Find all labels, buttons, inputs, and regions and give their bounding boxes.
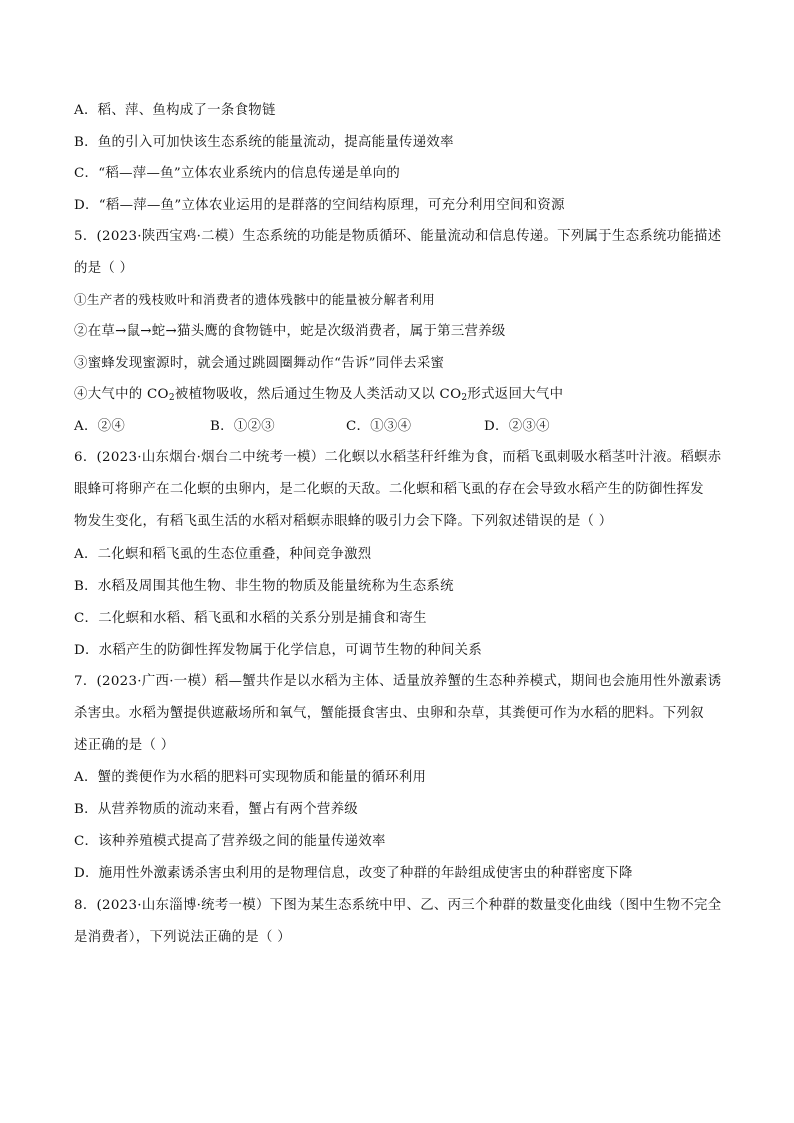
q7-option-a: A．蟹的粪便作为水稻的肥料可实现物质和能量的循环利用	[74, 770, 427, 785]
q8-stem-line-1: 8．(2023·山东淄博·统考一模）下图为某生态系统中甲、乙、丙三个种群的数量变化曲线（图中生物不完全	[74, 898, 722, 913]
q7-option-b: B．从营养物质的流动来看，蟹占有两个营养级	[74, 802, 358, 817]
q5-stem-line-2: 的是（ ）	[74, 261, 134, 276]
q7-option-d: D．施用性外激素诱杀害虫利用的是物理信息，改变了种群的年龄组成使害虫的种群密度下降	[74, 866, 633, 881]
q5-options	[74, 417, 734, 437]
q5-option-a: A．②④	[74, 419, 126, 434]
q6-option-b: B．水稻及周围其他生物、非生物的物质及能量统称为生态系统	[74, 579, 454, 594]
q7-stem-line-2: 杀害虫。水稻为蟹提供遮蔽场所和氧气，蟹能摄食害虫、虫卵和杂草，其粪便可作为水稻的肥料。下列叙	[74, 706, 704, 721]
q6-stem-line-3: 物发生变化，有稻飞虱生活的水稻对稻螟赤眼蜂的吸引力会下降。下列叙述错误的是（ ）	[74, 514, 613, 529]
q6-option-d: D．水稻产生的防御性挥发物属于化学信息，可调节生物的种间关系	[74, 643, 483, 658]
q5-statement-4: ④大气中的 $CO_2$被植物吸收，然后通过生物及人类活动又以 $CO_2$形式返回大气中	[74, 387, 564, 403]
q5-option-b: B．①②③	[210, 419, 275, 434]
q6-stem-line-1: 6．(2023·山东烟台·烟台二中统考一模）二化螟以水稻茎秆纤维为食，而稻飞虱刺吸水稻茎叶汁液。稻螟赤	[74, 450, 722, 465]
q4-option-b: B．鱼的引入可加快该生态系统的能量流动，提高能量传递效率	[74, 135, 454, 150]
q7-stem-line-1: 7．(2023·广西·一模）稻—蟹共作是以水稻为主体、适量放养蟹的生态种养模式，期间也会施用性外激素诱	[74, 674, 722, 689]
q7-stem-line-3: 述正确的是（ ）	[74, 738, 175, 753]
q5-stem-line-1: 5．(2023·陕西宝鸡·二模）生态系统的功能是物质循环、能量流动和信息传递。下列属于生态系统功能描述	[74, 229, 722, 244]
q5-statement-2: ②在草→鼠→蛇→猫头鹰的食物链中，蛇是次级消费者，属于第三营养级	[74, 324, 506, 339]
q4-option-a: A．稻、萍、鱼构成了一条食物链	[74, 103, 276, 118]
q4-option-d: D．“稻—萍—鱼”立体农业运用的是群落的空间结构原理，可充分利用空间和资源	[74, 198, 565, 213]
q5-option-d: D．②③④	[484, 419, 550, 434]
q6-option-c: C．二化螟和水稻、稻飞虱和水稻的关系分别是捕食和寄生	[74, 611, 427, 626]
q6-option-a: A．二化螟和稻飞虱的生态位重叠，种间竞争激烈	[74, 547, 372, 562]
q6-stem-line-2: 眼蜂可将卵产在二化螟的虫卵内，是二化螟的天敌。二化螟和稻飞虱的存在会导致水稻产生的防御性挥发	[74, 482, 704, 497]
q5-option-c: C．①③④	[346, 419, 412, 434]
q5-statement-1: ①生产者的残枝败叶和消费者的遗体残骸中的能量被分解者利用	[74, 292, 436, 307]
q5-statement-3: ③蜜蜂发现蜜源时，就会通过跳圆圈舞动作“告诉”同伴去采蜜	[74, 356, 445, 371]
q8-stem-line-2: 是消费者），下列说法正确的是（ ）	[74, 930, 291, 945]
q7-option-c: C．该种养殖模式提高了营养级之间的能量传递效率	[74, 834, 386, 849]
q4-option-c: C．“稻—萍—鱼”立体农业系统内的信息传递是单向的	[74, 166, 401, 181]
